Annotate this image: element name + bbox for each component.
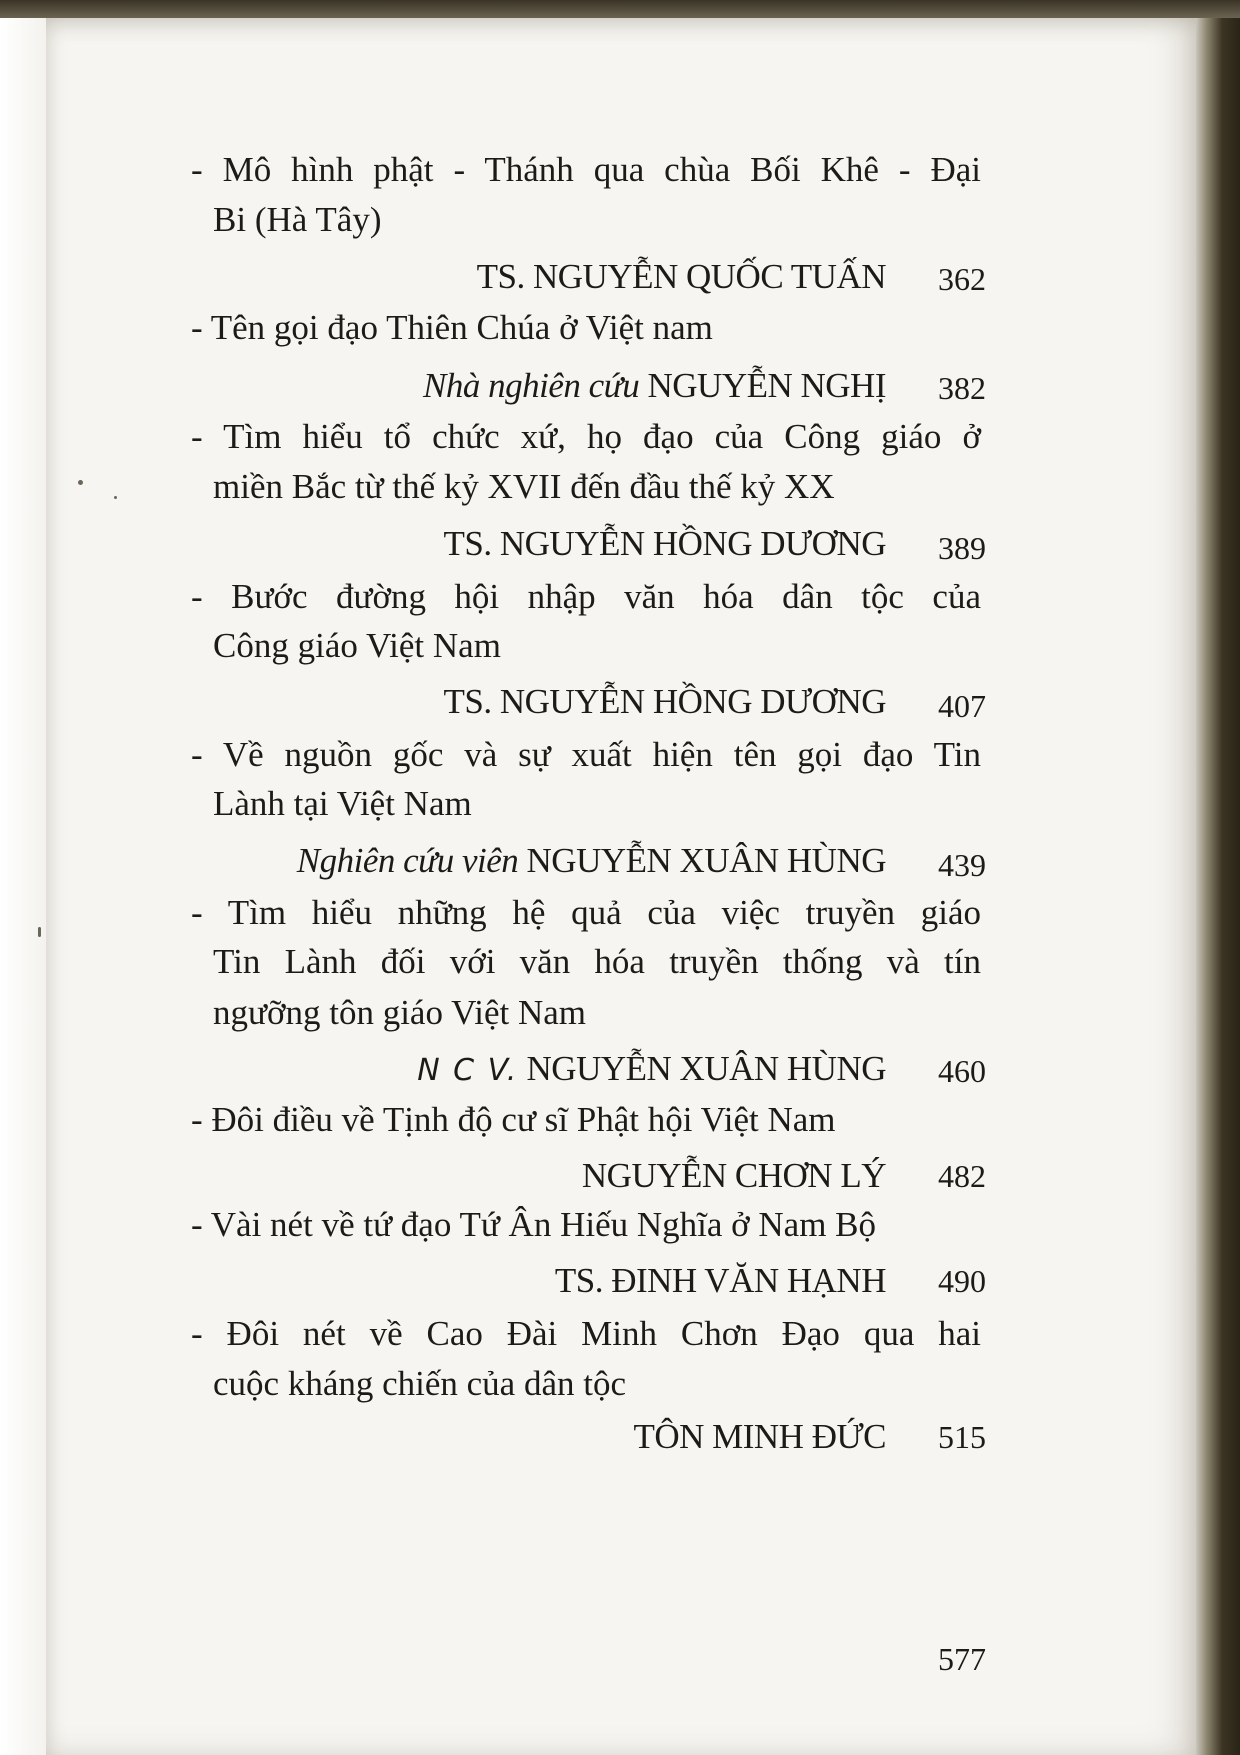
- entry-page-number: 362: [938, 261, 986, 297]
- entry-author: [444, 682, 886, 722]
- entry-title-line: Tin Lành đối với văn hóa truyền thống và tín: [213, 942, 981, 981]
- entry-title-line: Bi (Hà Tây): [213, 200, 382, 239]
- author-name: TÔN MINH ĐỨC: [633, 1417, 886, 1456]
- author-name: TS. NGUYỄN HỒNG DƯƠNG: [443, 524, 886, 563]
- author-name: TS. NGUYỄN QUỐC TUẤN: [476, 257, 886, 296]
- entry-title-line: Lành tại Việt Nam: [213, 784, 472, 823]
- author-name: NGUYỄN XUÂN HÙNG: [526, 1049, 886, 1088]
- entry-title-line: - Bước đường hội nhập văn hóa dân tộc của: [191, 577, 981, 616]
- entry-author: [477, 257, 886, 297]
- page-folio-number: 577: [938, 1641, 986, 1677]
- entry-page-number: 515: [938, 1419, 986, 1455]
- entry-title-line: cuộc kháng chiến của dân tộc: [213, 1364, 627, 1403]
- page-left-margin: [0, 0, 46, 1755]
- entry-title-line: - Đôi điều về Tịnh độ cư sĩ Phật hội Việt Nam: [191, 1100, 836, 1139]
- entry-title-line: - Tên gọi đạo Thiên Chúa ở Việt nam: [191, 308, 713, 347]
- author-prefix: Nhà nghiên cứu: [423, 366, 640, 405]
- entry-title-line: - Về nguồn gốc và sự xuất hiện tên gọi đạo Tin: [191, 735, 981, 774]
- entry-title-line: - Tìm hiểu những hệ quả của việc truyền giáo: [191, 893, 981, 932]
- entry-author: [423, 366, 886, 406]
- entry-title-line: - Đôi nét về Cao Đài Minh Chơn Đạo qua hai: [191, 1314, 981, 1353]
- entry-title-line: ngưỡng tôn giáo Việt Nam: [213, 993, 587, 1032]
- paper-speck: [38, 927, 41, 937]
- page-top-edge: [0, 0, 1240, 18]
- entry-author: [633, 1417, 886, 1457]
- page-right-edge: [1196, 0, 1240, 1755]
- author-prefix-handwritten: N C V.: [417, 1053, 519, 1088]
- entry-title-line: Công giáo Việt Nam: [213, 626, 501, 665]
- entry-author: [555, 1261, 886, 1301]
- table-of-contents: [46, 12, 1196, 1755]
- entry-title-line: - Tìm hiểu tổ chức xứ, họ đạo của Công giáo ở: [191, 417, 981, 456]
- entry-title-line: miền Bắc từ thế kỷ XVII đến đầu thế kỷ XX: [213, 467, 835, 506]
- entry-page-number: 439: [938, 847, 986, 883]
- entry-page-number: 460: [938, 1053, 986, 1089]
- author-name: NGUYỄN XUÂN HÙNG: [526, 841, 886, 880]
- paper-speck: [114, 496, 117, 499]
- entry-author: [444, 524, 886, 564]
- author-name: NGUYỄN NGHỊ: [647, 366, 886, 405]
- author-name: NGUYỄN CHƠN LÝ: [581, 1156, 886, 1195]
- author-name: TS. NGUYỄN HỒNG DƯƠNG: [443, 682, 886, 721]
- entry-title-line: - Mô hình phật - Thánh qua chùa Bối Khê - Đại: [191, 150, 981, 189]
- author-prefix: Nghiên cứu viên: [296, 841, 519, 880]
- entry-page-number: 407: [938, 688, 986, 724]
- entry-page-number: 482: [938, 1158, 986, 1194]
- author-name: TS. ĐINH VĂN HẠNH: [554, 1261, 886, 1300]
- entry-page-number: 490: [938, 1263, 986, 1299]
- paper-speck: [78, 480, 83, 485]
- entry-page-number: 389: [938, 530, 986, 566]
- entry-author: [297, 841, 886, 881]
- entry-title-line: - Vài nét về tứ đạo Tứ Ân Hiếu Nghĩa ở Nam Bộ: [191, 1205, 877, 1244]
- entry-author: [417, 1049, 886, 1091]
- entry-author: [582, 1156, 886, 1196]
- entry-page-number: 382: [938, 370, 986, 406]
- book-page: [46, 12, 1196, 1755]
